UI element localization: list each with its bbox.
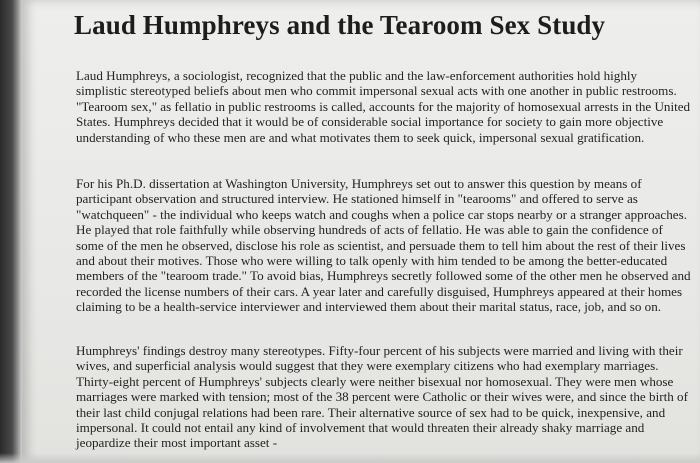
cutoff-fade [0,453,700,463]
paragraph-1: Laud Humphreys, a sociologist, recognized that the public and the law-enforcement authorities hold highly simplistic stereotyped beliefs about men who commit impersonal sexual acts with one another in public restrooms. "Tearoom sex," as fellatio in public restrooms is called, accounts for the majority of homosexual arrests in the United States. Humphreys decided that it would be of considerable social importance for society to gain more objective understanding of who these men are and what motivates them to seek quick, impersonal sexual gratification. [76,68,691,145]
paragraph-2: For his Ph.D. dissertation at Washington University, Humphreys set out to answer this question by means of participant observation and structured interview. He stationed himself in "tearooms" and offered to serve as "watchqueen" - the individual who keeps watch and coughs when a police car stops nearby or a stranger approaches. He played that role faithfully while observing hundreds of acts of fellatio. He was able to gain the confidence of some of the men he observed, disclose his role as scientist, and persuade them to tell him about the rest of their lives and about their motives. Those who were willing to talk openly with him tended to be among the better-educated members of the "tearoom trade." To avoid bias, Humphreys secretly followed some of the other men he observed and recorded the license numbers of their cars. A year later and carefully disguised, Humphreys appeared at their homes claiming to be a health-service interviewer and interviewed them about their marital status, race, job, and so on. [76,176,691,315]
page-binding-shadow [0,0,22,463]
document-page [22,0,700,463]
article-title: Laud Humphreys and the Tearoom Sex Study [74,10,606,40]
paragraph-3: Humphreys' findings destroy many stereotypes. Fifty-four percent of his subjects were married and living with their wives, and superficial analysis would suggest that they were exemplary citizens who had exemplary marriages. Thirty-eight percent of Humphreys' subjects clearly were neither bisexual nor homosexual. They were men whose marriages were marked with tension; most of the 38 percent were Catholic or their wives were, and since the birth of their last child conjugal relations had been rare. Their alternative source of sex had to be quick, inexpensive, and impersonal. It could not entail any kind of involvement that would threaten their already shaky marriage and jeopardize their most important asset - [76,343,688,451]
